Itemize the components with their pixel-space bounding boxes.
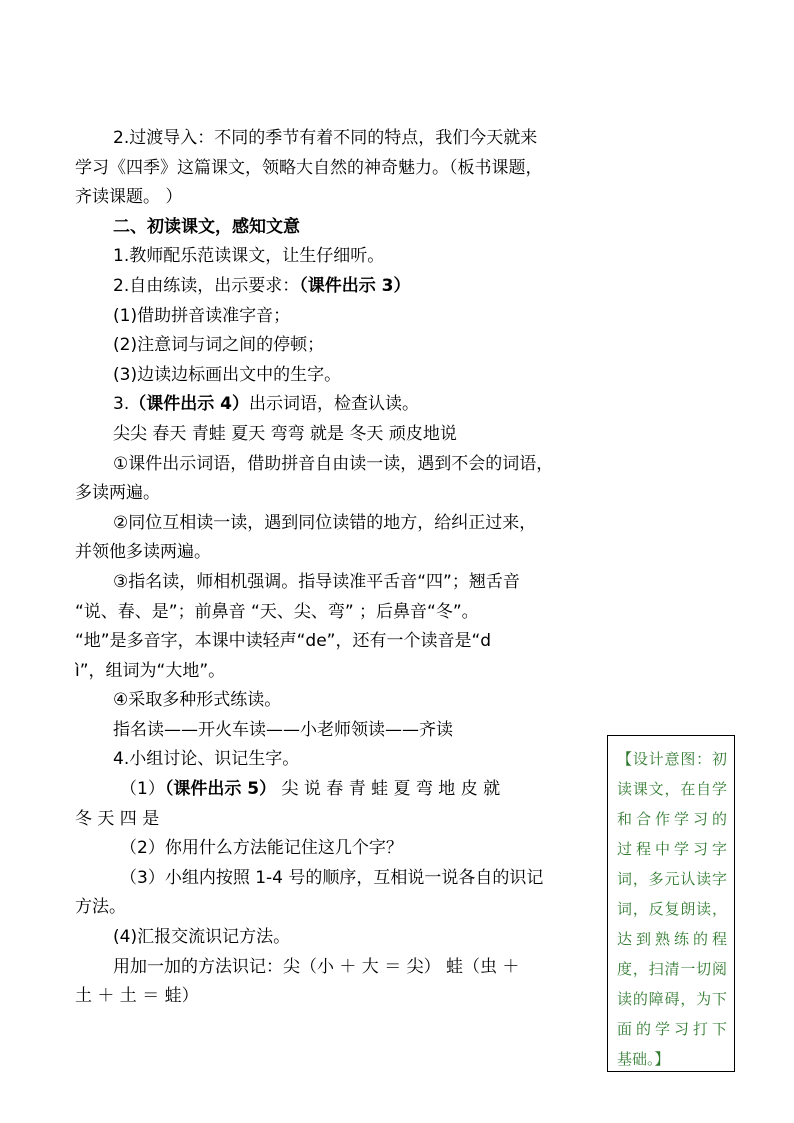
character-list: 冬 天 四 是 [75, 808, 160, 829]
sidebar-line: 词，多元认读字 [617, 870, 727, 888]
sidebar-line: 读课文，在自学 [617, 780, 727, 798]
paragraph-line: 齐读课题。 ） [75, 187, 183, 208]
paragraph-line: ①课件出示词语，借助拼音自由读一读，遇到不会的词语， [113, 453, 554, 474]
paragraph-line: 1.教师配乐范读课文，让生仔细听。 [113, 246, 385, 267]
paragraph-line: 用加一加的方法识记：尖（小 ＋ 大 ＝ 尖） 蛙（虫 ＋ [113, 956, 520, 977]
design-intent-box [607, 735, 735, 1072]
paragraph-line: ③指名读，师相机强调。指导读准平舌音“四”；翘舌音 [113, 571, 520, 592]
paragraph-line: （2）你用什么方法能记住这几个字？ [120, 838, 403, 859]
sidebar-line: 【设计意图：初 [617, 750, 727, 768]
sidebar-line: 基础。】 [617, 1050, 670, 1068]
sidebar-line: 过程中学习字 [617, 840, 727, 858]
character-list: 尖 说 春 青 蛙 夏 弯 地 皮 就 [281, 779, 501, 800]
paragraph-line: (4)汇报交流识记方法。 [113, 927, 291, 948]
sidebar-line: 度，扫清一切阅 [617, 960, 727, 978]
paragraph-line: ②同位互相读一读，遇到同位读错的地方，给纠正过来， [113, 512, 537, 533]
sidebar-line: 和合作学习的 [617, 810, 727, 828]
paragraph-line: （3）小组内按照 1-4 号的顺序，互相说一说各自的识记 [120, 867, 544, 888]
courseware-note: （课件出示 4） [129, 394, 249, 415]
paragraph-line: 3.（课件出示 4）出示词语，检查认读。 [113, 394, 419, 415]
lesson-plan-body [75, 124, 579, 1012]
paragraph-line: 土 ＋ 土 ＝ 蛙） [75, 986, 199, 1007]
paragraph-line: （1）（课件出示 5） 尖 说 春 青 蛙 夏 弯 地 皮 就 [120, 779, 501, 800]
courseware-note: （课件出示 5） [164, 779, 277, 800]
paragraph-line: “地”是多音字，本课中读轻声“de”，还有一个读音是“d [75, 631, 492, 652]
sidebar-line: 读的障碍，为下 [617, 990, 727, 1008]
paragraph-line: 方法。 [75, 897, 126, 918]
sidebar-line: 面的学习打下 [617, 1020, 727, 1038]
paragraph-line: ì”，组词为“大地”。 [75, 660, 226, 681]
list-item: (3)边读边标画出文中的生字。 [113, 364, 342, 385]
paragraph-line: 并领他多读两遍。 [75, 542, 211, 563]
paragraph-line: 指名读——开火车读——小老师领读——齐读 [113, 719, 453, 740]
paragraph-line: 多读两遍。 [75, 483, 160, 504]
paragraph-line: 学习《四季》这篇课文，领略大自然的神奇魅力。（板书课题， [75, 157, 543, 178]
paragraph-line: “说、春、是”；前鼻音 “天、尖、弯” ；后鼻音“冬”。 [75, 601, 479, 622]
word-list: 尖尖 春天 青蛙 夏天 弯弯 就是 冬天 顽皮地说 [113, 423, 457, 444]
sidebar-line: 词，反复朗读， [617, 900, 727, 918]
section-heading: 二、初读课文，感知文意 [113, 216, 300, 237]
paragraph-line: 2.自由练读，出示要求：（课件出示 3） [113, 275, 411, 296]
paragraph-line: 4.小组讨论、识记生字。 [113, 749, 300, 770]
sidebar-line: 达到熟练的程 [617, 930, 727, 948]
courseware-note: （课件出示 3） [299, 275, 411, 296]
paragraph-line: 2.过渡导入：不同的季节有着不同的特点，我们今天就来 [113, 128, 538, 148]
list-item: (2)注意词与词之间的停顿； [113, 335, 325, 356]
list-item: (1)借助拼音读准字音； [113, 305, 291, 326]
paragraph-line: ④采取多种形式练读。 [113, 690, 282, 711]
